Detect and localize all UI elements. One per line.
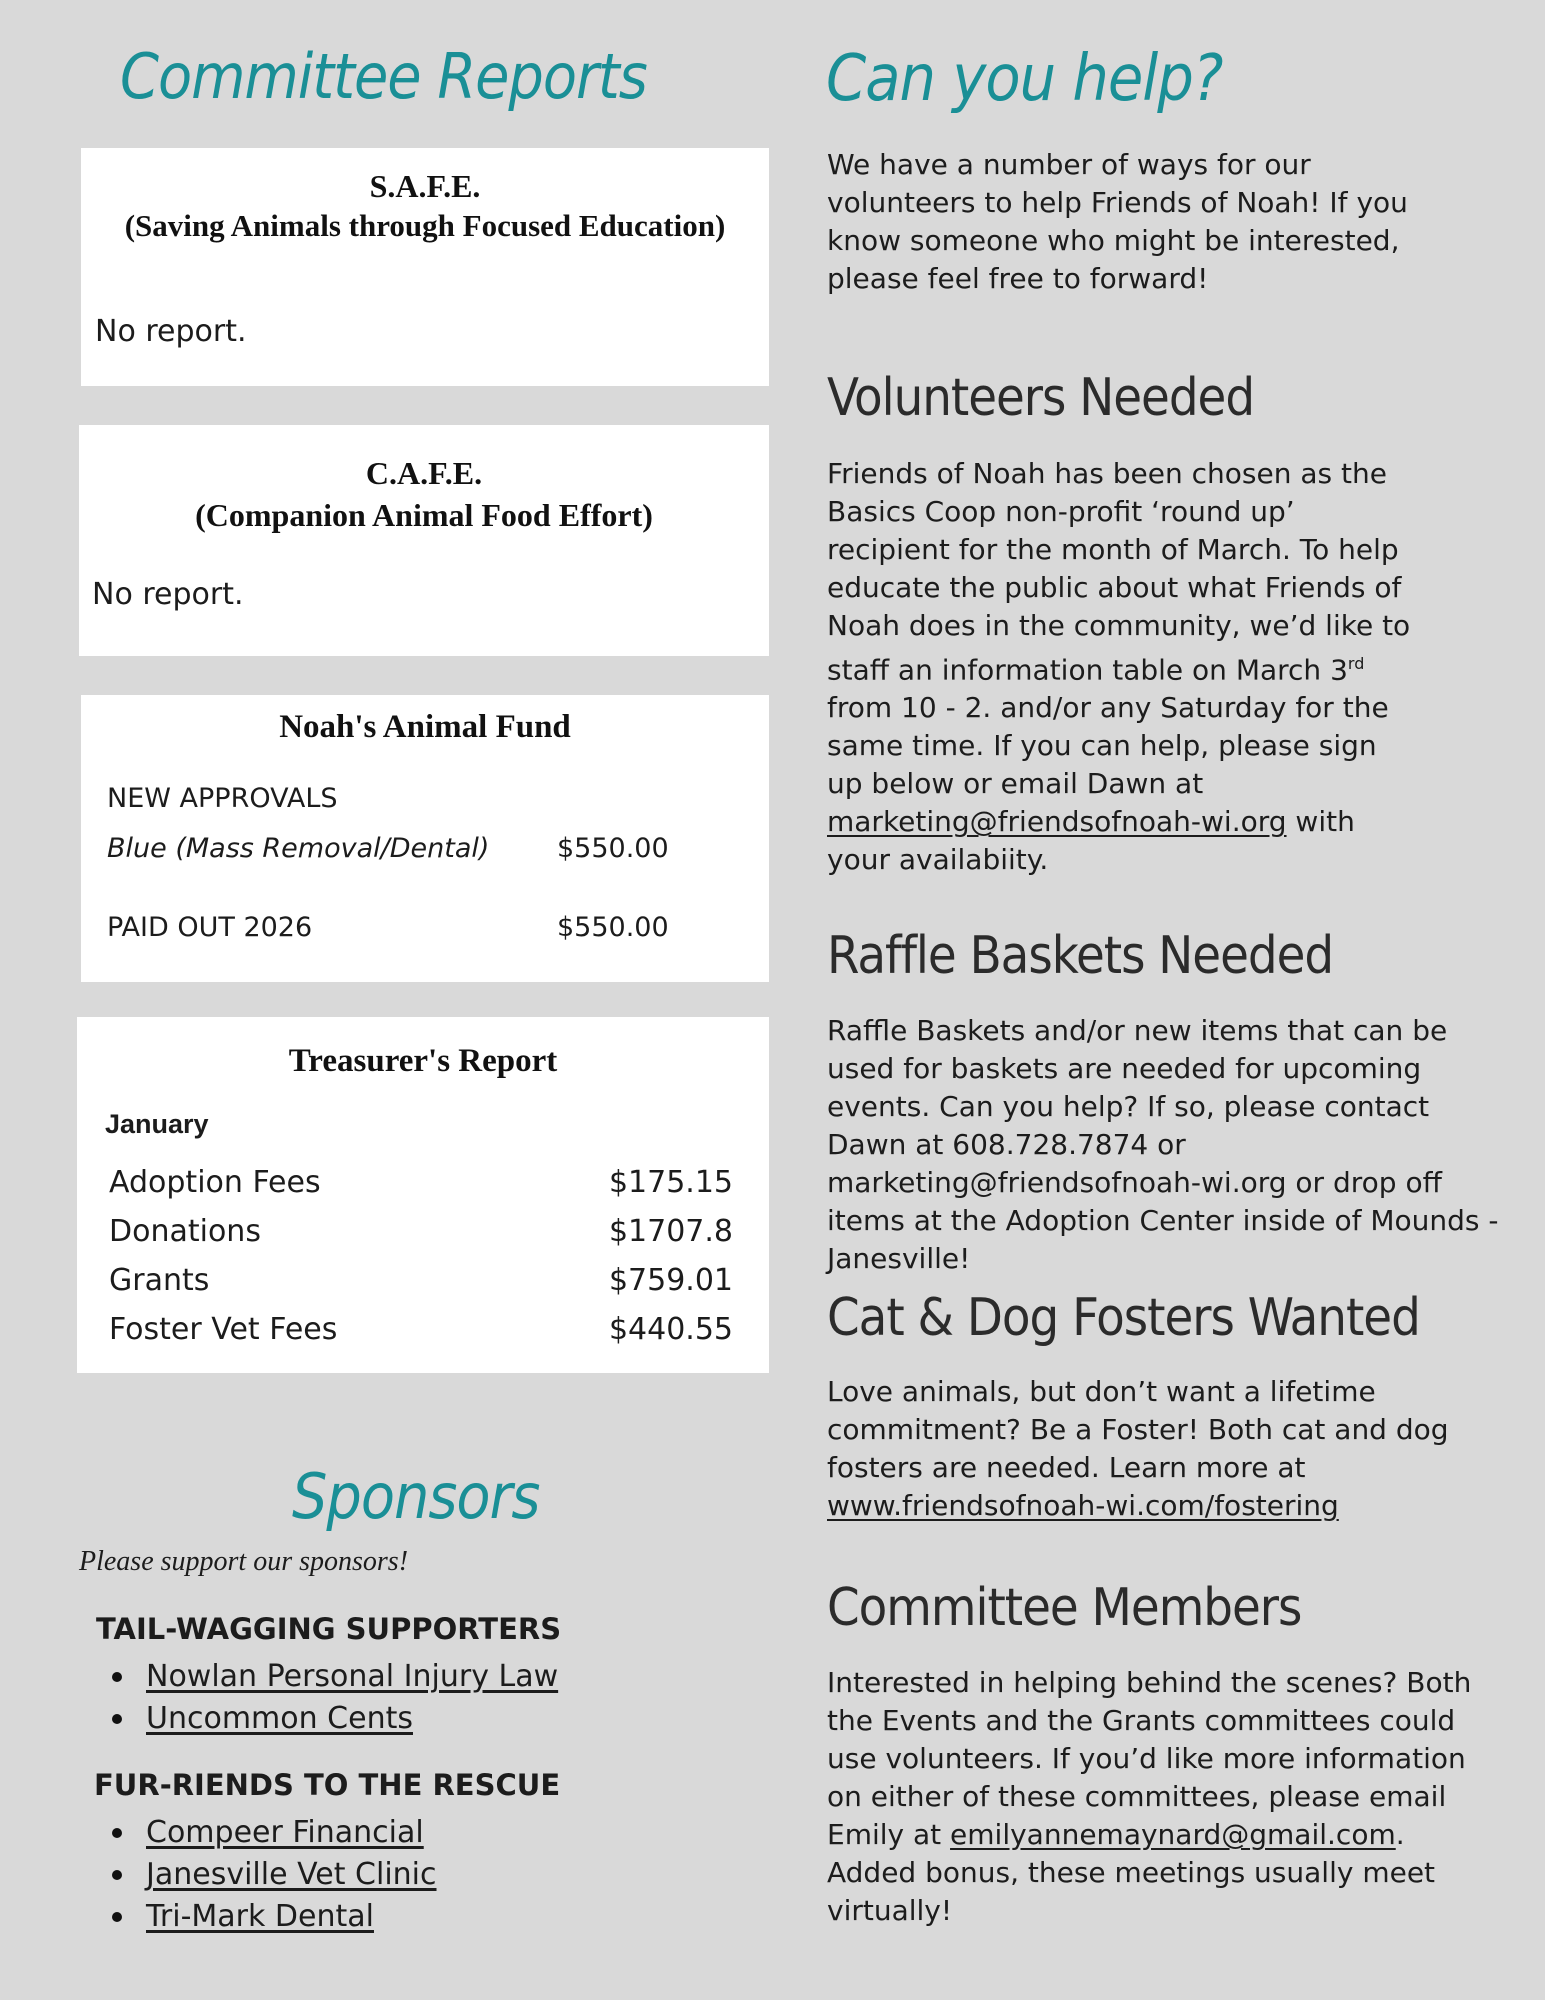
committee-text-part: Interested in helping behind the scenes? Both the Events and the Grants committees could use volunteers. If you’d like more information on either of these committees, please email Emily at xyxy=(827,1666,1472,1851)
sponsor-group-title: TAIL-WAGGING SUPPORTERS xyxy=(96,1612,562,1646)
sponsor-group-title: FUR-RIENDS TO THE RESCUE xyxy=(94,1768,561,1802)
treasurer-row-label: Adoption Fees xyxy=(109,1165,321,1200)
safe-title: S.A.F.E. xyxy=(369,168,481,204)
committee-email-link[interactable]: emilyannemaynard@gmail.com xyxy=(950,1818,1396,1851)
help-intro: We have a number of ways for our volunteers to help Friends of Noah! If you know someone who might be interested, please feel free to forward! xyxy=(827,148,1408,295)
fund-title: Noah's Animal Fund xyxy=(279,709,571,745)
raffle-title: Raffle Baskets Needed xyxy=(827,926,1334,986)
treasurer-row-label: Grants xyxy=(109,1263,210,1298)
can-you-help-title: Can you help? xyxy=(826,42,1223,116)
sponsor-list-tail-wagging xyxy=(96,1656,558,1740)
cafe-subtitle: (Companion Animal Food Effort) xyxy=(195,497,653,533)
committee-reports-title: Committee Reports xyxy=(120,40,647,113)
treasurer-card xyxy=(77,1017,769,1373)
fund-approval-item: Blue (Mass Removal/Dental) xyxy=(107,833,490,864)
cafe-card xyxy=(79,425,769,656)
sponsor-list-item xyxy=(96,1656,558,1698)
fund-approval-amount: $550.00 xyxy=(557,833,669,864)
sponsor-link[interactable]: Uncommon Cents xyxy=(146,1701,413,1736)
treasurer-row-amount: $1707.8 xyxy=(608,1214,733,1249)
safe-card xyxy=(81,148,769,386)
treasurer-row-amount: $440.55 xyxy=(608,1312,733,1347)
treasurer-row-label: Foster Vet Fees xyxy=(109,1312,338,1347)
volunteers-text xyxy=(827,455,1417,879)
treasurer-row xyxy=(109,1263,733,1298)
fosters-link[interactable]: www.friendsofnoah-wi.com/fostering xyxy=(827,1489,1339,1522)
volunteers-text-part: from 10 - 2. and/or any Saturday for the same time. If you can help, please sign up below or email Dawn at xyxy=(827,691,1389,801)
sponsor-link[interactable]: Janesville Vet Clinic xyxy=(146,1857,437,1892)
sponsor-list-item xyxy=(96,1698,558,1740)
safe-report: No report. xyxy=(95,314,247,349)
treasurer-title: Treasurer's Report xyxy=(288,1043,558,1079)
fosters-text xyxy=(827,1373,1467,1525)
sponsors-tagline: Please support our sponsors! xyxy=(79,1546,409,1577)
fosters-title: Cat & Dog Fosters Wanted xyxy=(827,1288,1420,1348)
cafe-title: C.A.F.E. xyxy=(365,455,483,491)
treasurer-row xyxy=(109,1214,733,1249)
volunteers-text-part: with your availabiity. xyxy=(827,805,1355,877)
treasurer-month: January xyxy=(105,1109,209,1139)
sponsor-link[interactable]: Nowlan Personal Injury Law xyxy=(146,1659,559,1694)
sponsor-list-item xyxy=(96,1896,437,1938)
treasurer-row-amount: $175.15 xyxy=(608,1165,733,1200)
volunteers-sup: rd xyxy=(1347,654,1365,673)
fund-approvals-label: NEW APPROVALS xyxy=(107,783,338,814)
cafe-report: No report. xyxy=(92,577,244,612)
fund-paid-label: PAID OUT 2026 xyxy=(107,912,313,943)
sponsors-title: Sponsors xyxy=(292,1460,540,1533)
volunteers-text-part: Friends of Noah has been chosen as the Basics Coop non-profit ‘round up’ recipient for the month of March. To help educate the public about what Friends of Noah does in the community, we’d like to staff an information table on March 3 xyxy=(827,457,1411,687)
treasurer-row-label: Donations xyxy=(109,1214,261,1249)
raffle-text: Raffle Baskets and/or new items that can be used for baskets are needed for upcoming events. Can you help? If so, please contact Dawn at 608.728.7874 or marketing@friendsofnoah-wi.org or drop off items at the Adoption Center inside of Mounds - Janesville! xyxy=(827,1014,1499,1275)
treasurer-row xyxy=(109,1312,733,1347)
volunteers-title: Volunteers Needed xyxy=(827,368,1255,428)
sponsor-list-item xyxy=(96,1854,437,1896)
committee-text xyxy=(827,1664,1501,1930)
safe-subtitle: (Saving Animals through Focused Education) xyxy=(124,208,726,243)
committee-members-title: Committee Members xyxy=(827,1578,1302,1638)
sponsor-link[interactable]: Compeer Financial xyxy=(146,1815,424,1850)
fosters-text-part: Love animals, but don’t want a lifetime commitment? Be a Foster! Both cat and dog fosters are needed. Learn more at xyxy=(827,1375,1449,1484)
treasurer-row xyxy=(109,1165,733,1200)
volunteers-email-link[interactable]: marketing@friendsofnoah-wi.org xyxy=(827,805,1287,839)
sponsor-list-fur-riends xyxy=(96,1812,437,1938)
fund-paid-amount: $550.00 xyxy=(557,912,669,943)
sponsor-link[interactable]: Tri-Mark Dental xyxy=(146,1899,374,1934)
animal-fund-card xyxy=(81,695,769,982)
treasurer-row-amount: $759.01 xyxy=(608,1263,733,1298)
committee-text-part: . Added bonus, these meetings usually meet virtually! xyxy=(827,1818,1436,1927)
sponsor-list-item xyxy=(96,1812,437,1854)
